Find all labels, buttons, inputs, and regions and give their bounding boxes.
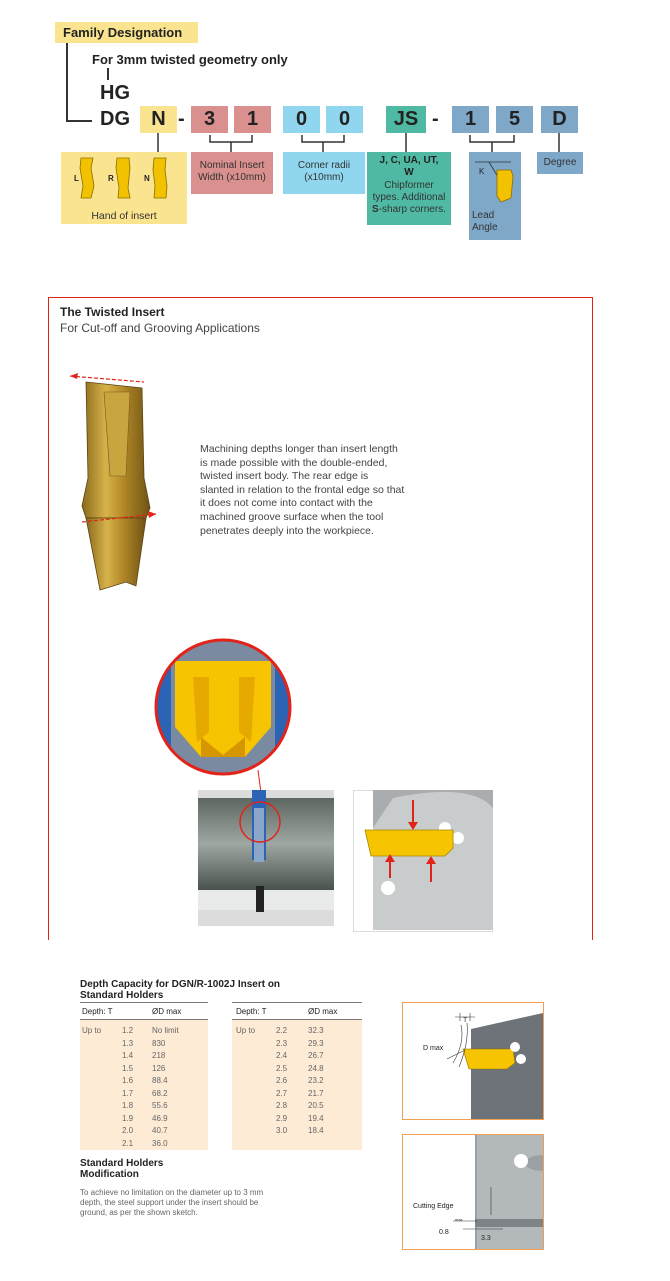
chipformer-line3-text: -sharp corners. bbox=[378, 204, 446, 215]
table-cell-dmax: 24.8 bbox=[308, 1063, 324, 1073]
holder-grind-sketch bbox=[402, 1134, 544, 1250]
depth-table-left bbox=[80, 1002, 208, 1150]
holder-grind-drawing bbox=[403, 1135, 543, 1249]
insert-support-diagram bbox=[353, 790, 493, 932]
table-cell-depth: 2.1 bbox=[122, 1138, 134, 1148]
table-cell-dmax: 29.3 bbox=[308, 1038, 324, 1048]
code-box-corner-1: 0 bbox=[283, 106, 320, 133]
code-box-degree: D bbox=[541, 106, 578, 133]
nominal-width-panel bbox=[191, 152, 273, 194]
bracket-line bbox=[66, 120, 92, 122]
twisted-insert-image bbox=[60, 368, 170, 598]
table-cell-dmax: 19.4 bbox=[308, 1113, 324, 1123]
table-cell-dmax: No limit bbox=[152, 1026, 179, 1035]
family-subtitle: For 3mm twisted geometry only bbox=[92, 52, 288, 67]
hand-r: R bbox=[108, 174, 114, 183]
family-designation-title: Family Designation bbox=[55, 22, 198, 43]
sketch-max-label: max bbox=[455, 1217, 463, 1222]
code-dash: - bbox=[178, 108, 185, 130]
chipformer-types-bold: J, C, UA, UT, W bbox=[379, 155, 439, 178]
lead-angle-icon bbox=[469, 152, 521, 212]
sketch-t-label: T bbox=[463, 1017, 468, 1024]
table-cell-dmax: 218 bbox=[152, 1051, 166, 1060]
table-cell-dmax: 88.4 bbox=[152, 1076, 168, 1085]
dim-3-3-label: 3.3 bbox=[481, 1235, 491, 1242]
table-cell-dmax: 23.2 bbox=[308, 1076, 324, 1085]
table-cell-dmax: 830 bbox=[152, 1038, 166, 1048]
table-cell-dmax: 20.5 bbox=[308, 1101, 324, 1110]
table-cell-depth: 1.7 bbox=[122, 1088, 134, 1098]
col-depth-header: Depth: T bbox=[236, 1007, 267, 1016]
table-cell-dmax: 126 bbox=[152, 1063, 166, 1073]
table-cell-depth: 2.4 bbox=[276, 1051, 288, 1060]
table-cell-depth: 1.4 bbox=[122, 1051, 134, 1060]
table-cell-dmax: 32.3 bbox=[308, 1026, 324, 1035]
table-cell-depth: 1.9 bbox=[122, 1113, 134, 1123]
twisted-description: Machining depths longer than insert length is made possible with the double-ended, twisted insert body. The rear edge is slanted in relation to the frontal edge so that it does not come into contact with the machined groove surface when the tool penetrates deeply into the workpiece. bbox=[200, 443, 405, 537]
lead-angle-label: Lead Angle bbox=[472, 210, 498, 233]
table-cell-depth: 2.2 bbox=[276, 1026, 288, 1035]
depth-sketch-drawing bbox=[403, 1003, 543, 1119]
col-dmax-header: ØD max bbox=[308, 1007, 338, 1016]
depth-capacity-title: Depth Capacity for DGN/R-1002J Insert on Standard Holders bbox=[80, 979, 281, 1001]
insert-hand-icon bbox=[61, 152, 187, 212]
depth-sketch bbox=[402, 1002, 544, 1120]
code-box-chipformer: JS bbox=[386, 106, 426, 133]
code-box-width-1: 3 bbox=[191, 106, 228, 133]
code-box-lead-1: 1 bbox=[452, 106, 489, 133]
table-cell-depth: 1.8 bbox=[122, 1101, 134, 1110]
table-cell-depth: 2.9 bbox=[276, 1113, 288, 1123]
table-cell-depth: 2.8 bbox=[276, 1101, 288, 1110]
col-dmax-header: ØD max bbox=[152, 1007, 182, 1016]
table-cell-dmax: 18.4 bbox=[308, 1126, 324, 1135]
table-cell-depth: 1.6 bbox=[122, 1076, 134, 1085]
hand-caption: Hand of insert bbox=[91, 210, 157, 222]
holders-title: Standard Holders Modification bbox=[80, 1158, 164, 1180]
table-cell-depth: 1.5 bbox=[122, 1063, 134, 1073]
code-box-corner-2: 0 bbox=[326, 106, 363, 133]
hand-n: N bbox=[144, 174, 150, 183]
nominal-width-label: Nominal Insert Width (x10mm) bbox=[198, 160, 266, 183]
holders-text: To achieve no limitation on the diameter up to 3 mm depth, the steel support under the insert should be ground, as per the shown sketch. bbox=[80, 1188, 264, 1217]
degree-panel bbox=[537, 152, 583, 174]
table-cell-dmax: 26.7 bbox=[308, 1051, 324, 1060]
hand-l: L bbox=[74, 174, 79, 183]
up-to-label: Up to bbox=[82, 1026, 102, 1035]
code-dg: DG bbox=[100, 108, 130, 130]
code-dash: - bbox=[432, 108, 439, 130]
code-box-width-2: 1 bbox=[234, 106, 271, 133]
table-cell-dmax: 21.7 bbox=[308, 1088, 324, 1098]
corner-radii-panel bbox=[283, 152, 365, 194]
depth-table-right bbox=[232, 1002, 362, 1150]
bracket-line bbox=[107, 68, 109, 80]
table-cell-depth: 2.5 bbox=[276, 1063, 288, 1073]
table-cell-depth: 3.0 bbox=[276, 1126, 288, 1135]
table-cell-depth: 2.6 bbox=[276, 1076, 288, 1085]
twisted-title: The Twisted Insert bbox=[60, 305, 165, 319]
table-cell-depth: 2.3 bbox=[276, 1038, 288, 1048]
col-depth-header: Depth: T bbox=[82, 1007, 113, 1016]
table-cell-dmax: 40.7 bbox=[152, 1126, 168, 1135]
chipformer-line2: types. Additional bbox=[372, 192, 446, 203]
sketch-dmax-label: D max bbox=[423, 1045, 444, 1052]
lead-k: K bbox=[479, 167, 485, 176]
up-to-label: Up to bbox=[236, 1026, 256, 1035]
dim-0-8-label: 0.8 bbox=[439, 1229, 449, 1236]
table-cell-depth: 2.7 bbox=[276, 1088, 288, 1098]
code-box-lead-2: 5 bbox=[496, 106, 533, 133]
twisted-subtitle: For Cut-off and Grooving Applications bbox=[60, 321, 260, 335]
table-cell-depth: 1.2 bbox=[122, 1026, 134, 1035]
table-cell-depth: 2.0 bbox=[122, 1126, 134, 1135]
cutting-edge-label: Cutting Edge bbox=[413, 1203, 454, 1210]
table-cell-dmax: 36.0 bbox=[152, 1138, 168, 1148]
chipformer-line1: Chipformer bbox=[384, 180, 434, 191]
lead-angle-panel bbox=[469, 152, 521, 240]
degree-label: Degree bbox=[543, 157, 577, 168]
table-cell-depth: 1.3 bbox=[122, 1038, 134, 1048]
bracket-line bbox=[66, 43, 68, 121]
code-hg: HG bbox=[100, 82, 130, 104]
magnified-insert-image bbox=[153, 637, 293, 777]
table-cell-dmax: 46.9 bbox=[152, 1113, 168, 1123]
groove-workpiece-image bbox=[198, 790, 334, 926]
chipformer-sharp-letter: S bbox=[372, 204, 379, 215]
table-cell-dmax: 55.6 bbox=[152, 1101, 168, 1110]
corner-radii-label: Corner radii (x10mm) bbox=[297, 160, 351, 183]
table-cell-dmax: 68.2 bbox=[152, 1088, 168, 1098]
chipformer-line3 bbox=[367, 204, 451, 216]
hand-of-insert-panel bbox=[61, 152, 187, 224]
chipformer-panel bbox=[367, 152, 451, 225]
code-box-hand: N bbox=[140, 106, 177, 133]
